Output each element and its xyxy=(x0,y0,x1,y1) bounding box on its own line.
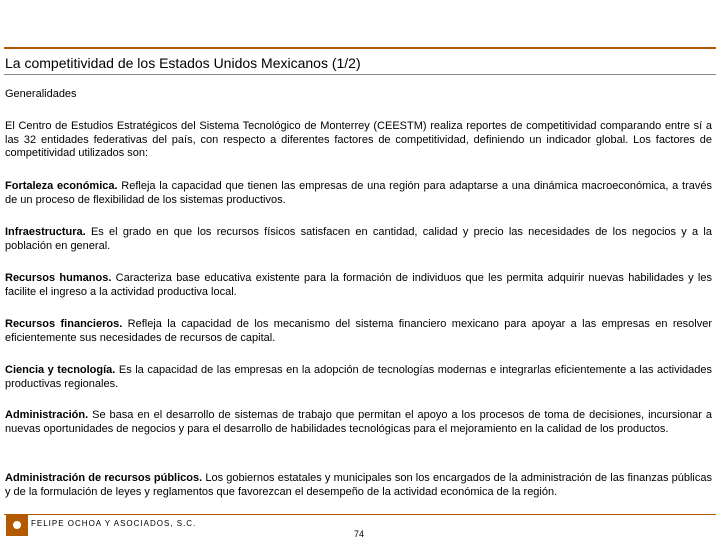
factor-description: Es el grado en que los recursos físicos satisfacen en cantidad, calidad y precio las necesidades de los negocios y a la población en general. xyxy=(5,226,712,252)
page-title: La competitividad de los Estados Unidos Mexicanos (1/2) xyxy=(5,55,361,71)
factor-term: Administración. xyxy=(5,409,89,421)
factor-description: Se basa en el desarrollo de sistemas de trabajo que permitan el apoyo a los procesos de toma de decisiones, incursionar a nuevas oportunidades de negocios y para el desarrollo de habilidades tecnológicas para el mejoramiento en la calidad de los productos. xyxy=(5,409,712,435)
top-divider xyxy=(4,47,716,49)
company-logo-icon xyxy=(6,514,28,536)
factor-infraestructura xyxy=(5,226,712,253)
factor-ciencia-tecnologia xyxy=(5,364,712,391)
logo-dot-icon xyxy=(13,521,21,529)
factor-description: Es la capacidad de las empresas en la adopción de tecnologías modernas e integrarlas eficientemente a las actividades productivas regionales. xyxy=(5,364,712,390)
factor-term: Recursos humanos. xyxy=(5,272,112,284)
factor-term: Ciencia y tecnología. xyxy=(5,364,116,376)
factor-recursos-humanos xyxy=(5,272,712,299)
factor-recursos-financieros xyxy=(5,318,712,345)
section-subtitle: Generalidades xyxy=(5,88,77,100)
factor-administracion-recursos-publicos xyxy=(5,472,712,499)
page-number: 74 xyxy=(354,529,365,539)
factor-description: Refleja la capacidad de los mecanismo del sistema financiero mexicano para apoyar a las empresas en resolver eficientemente sus necesidades de recursos de capital. xyxy=(5,318,713,344)
factor-fortaleza-economica xyxy=(5,180,712,207)
factor-description: Refleja la capacidad que tienen las empresas de una región para adaptarse a una dinámica macroeconómica, a través de un proceso de flexibilidad de los sistemas productivos. xyxy=(5,180,712,206)
factor-description: Los gobiernos estatales y municipales son los encargados de la administración de las finanzas públicas y de la formulación de leyes y reglamentos que favorezcan el desempeño de la actividad económica de la región. xyxy=(5,472,712,498)
factor-term: Recursos financieros. xyxy=(5,318,123,330)
footer-divider xyxy=(4,514,716,515)
factor-term: Fortaleza económica. xyxy=(5,180,118,192)
title-divider xyxy=(4,74,716,75)
factor-description: Caracteriza base educativa existente para la formación de individuos que les permita adquirir nuevas habilidades y les facilite el ingreso a la actividad productiva local. xyxy=(5,272,712,298)
factor-term: Infraestructura. xyxy=(5,226,86,238)
factor-term: Administración de recursos públicos. xyxy=(5,472,203,484)
factor-administracion xyxy=(5,409,712,436)
intro-paragraph: El Centro de Estudios Estratégicos del Sistema Tecnológico de Monterrey (CEESTM) realiza reportes de competitividad comparando entre sí a las 32 entidades federativas del país, con respecto a diferentes factores de competitividad, definiendo un indicador global. Los factores de competitividad utilizados son: xyxy=(5,120,712,159)
footer-company-name: FELIPE OCHOA Y ASOCIADOS, S.C. xyxy=(31,519,197,528)
